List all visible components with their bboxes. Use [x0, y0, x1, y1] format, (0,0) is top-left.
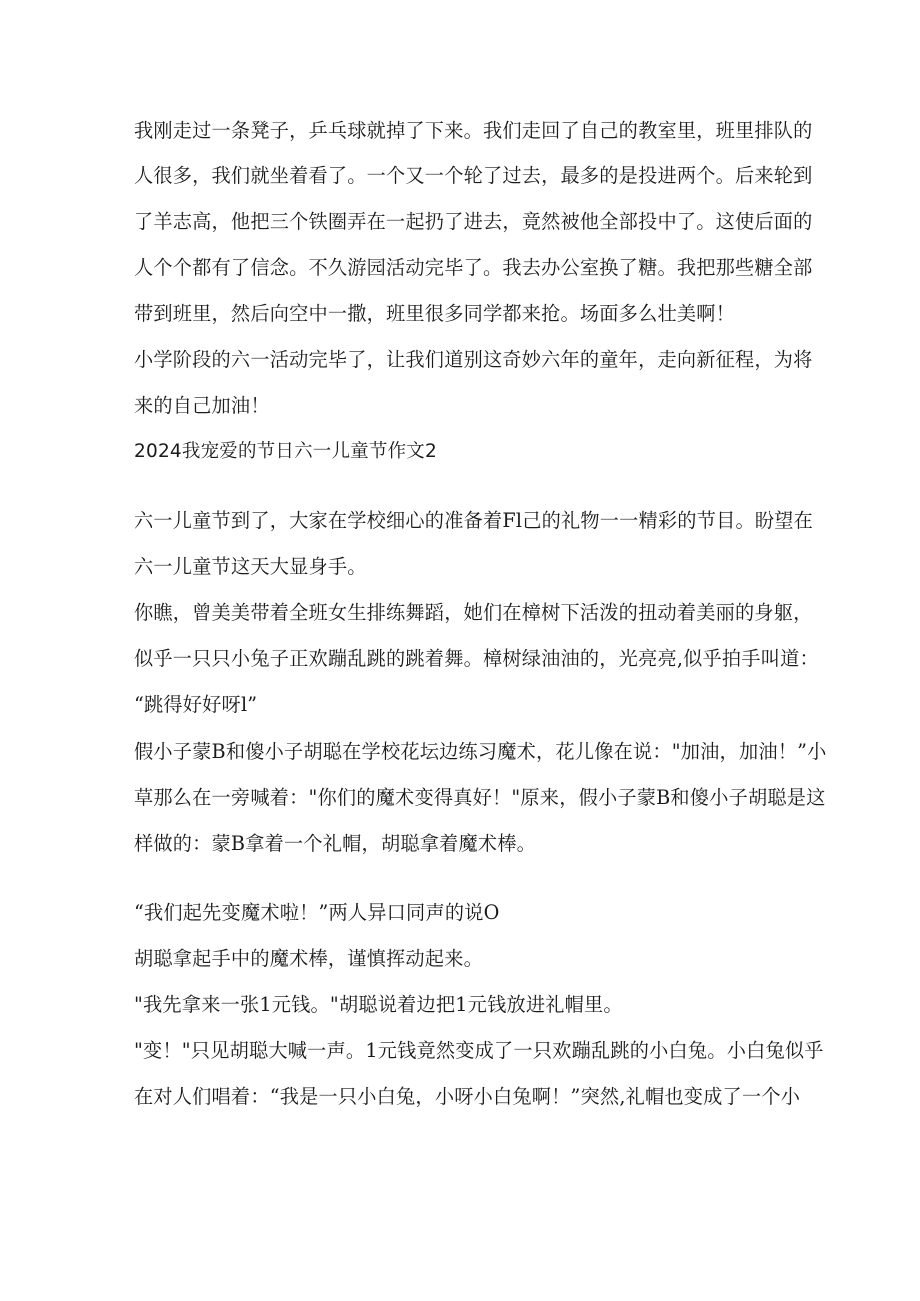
section-paragraph-3-line-3: 样做的：蒙B拿着一个礼帽，胡聪拿着魔术棒。	[134, 832, 537, 855]
section-paragraph-5-line-1: 胡聪拿起手中的魔术棒，谨慎挥动起来。	[134, 947, 483, 970]
section-paragraph-1-line-1: 六一儿童节到了，大家在学校细心的准备着Fl己的礼物一一精彩的节目。盼望在	[134, 509, 814, 532]
section-paragraph-2-line-2: 似乎一只只小兔子正欢蹦乱跳的跳着舞。樟树绿油油的，光亮亮,似乎拍手叫道：	[134, 647, 819, 670]
paragraph-2-line-1: 小学阶段的六一活动完毕了，让我们道别这奇妙六年的童年，走向新征程，为将	[134, 348, 813, 371]
paragraph-1-line-5: 带到班里，然后向空中一撒，班里很多同学都来抢。场面多么壮美啊！	[134, 302, 736, 325]
section-paragraph-7-line-2: 在对人们唱着：“我是一只小白兔，小呀小白兔啊！”突然,礼帽也变成了一个小	[134, 1085, 801, 1108]
section-paragraph-3-line-2: 草那么在一旁喊着："你们的魔术变得真好！"原来，假小子蒙B和傻小子胡聪是这	[134, 786, 826, 809]
paragraph-1-line-3: 了羊志高，他把三个铁圈弄在一起扔了进去，竟然被他全部投中了。这使后面的	[134, 210, 813, 233]
section-paragraph-2-line-3: “跳得好好呀l”	[134, 693, 258, 716]
paragraph-1-line-4: 人个个都有了信念。不久游园活动完毕了。我去办公室换了糖。我把那些糖全部	[134, 256, 813, 279]
section-paragraph-1-line-2: 六一儿童节这天大显身手。	[134, 555, 367, 578]
section-paragraph-2-line-1: 你瞧，曾美美带着全班女生排练舞蹈，她们在樟树下活泼的扭动着美丽的身躯，	[134, 601, 813, 624]
paragraph-1-line-1: 我刚走过一条凳子，乒乓球就掉了下来。我们走回了自己的教室里，班里排队的	[134, 119, 813, 142]
section-title: 2024我宠爱的节日六一儿童节作文2	[134, 441, 437, 462]
paragraph-1-line-2: 人很多，我们就坐着看了。一个又一个轮了过去，最多的是投进两个。后来轮到	[134, 164, 813, 187]
section-paragraph-6-line-1: "我先拿来一张1元钱。"胡聪说着边把1元钱放进礼帽里。	[134, 993, 623, 1016]
section-paragraph-3-line-1: 假小子蒙B和傻小子胡聪在学校花坛边练习魔术，花儿像在说："加油，加油！”小	[134, 740, 827, 763]
section-paragraph-4-line-1: “我们起先变魔术啦！”两人异口同声的说O	[134, 901, 500, 924]
section-paragraph-7-line-1: "变！"只见胡聪大喊一声。1元钱竟然变成了一只欢蹦乱跳的小白兔。小白兔似乎	[134, 1039, 824, 1062]
paragraph-2-line-2: 来的自己加油！	[134, 394, 270, 417]
